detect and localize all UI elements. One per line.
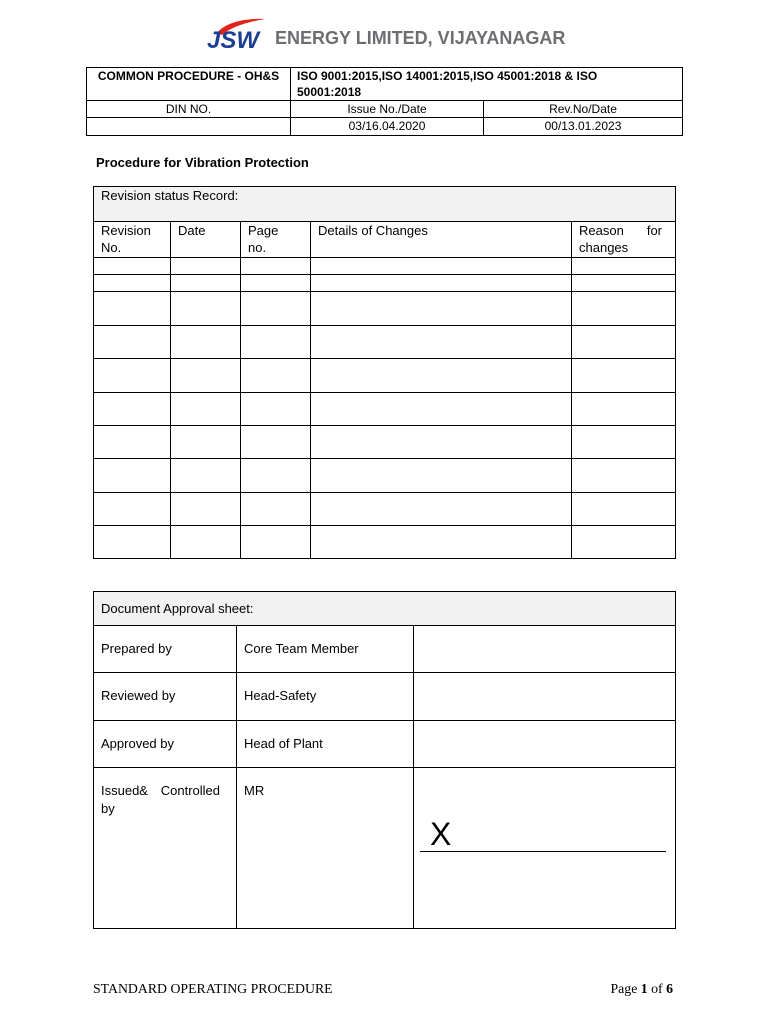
revision-row: [94, 459, 676, 493]
role-label: Issued& Controlled by: [101, 783, 220, 816]
revision-no-cell: [94, 393, 171, 426]
revision-date-cell: [171, 393, 241, 426]
revision-row: [94, 258, 676, 275]
procedure-type: COMMON PROCEDURE - OH&S: [97, 69, 280, 83]
revision-page-cell: [241, 292, 311, 326]
rev-value-cell: [484, 118, 683, 136]
column-header-details: [311, 222, 572, 258]
signature-cell: [414, 673, 676, 721]
revision-reason-cell: [572, 426, 676, 459]
revision-details-cell: [311, 359, 572, 393]
revision-details-cell: [311, 258, 572, 275]
revision-row: [94, 493, 676, 526]
revision-reason-cell: [572, 258, 676, 275]
column-header-label: Page no.: [248, 223, 279, 255]
revision-caption: Revision status Record:: [101, 188, 239, 203]
revision-caption-cell: [94, 187, 676, 222]
revision-date-cell: [171, 326, 241, 359]
signature-cell: [414, 768, 676, 929]
designation-cell: [237, 626, 414, 673]
revision-row: [94, 359, 676, 393]
page-label: Page: [610, 981, 638, 996]
designation-label: Core Team Member: [244, 641, 359, 656]
designation-cell: [237, 768, 414, 929]
rev-label: Rev.No/Date: [549, 101, 617, 116]
revision-no-cell: [94, 292, 171, 326]
of-label: of: [651, 981, 663, 996]
revision-page-cell: [241, 459, 311, 493]
revision-details-cell: [311, 326, 572, 359]
designation-label: MR: [244, 783, 265, 798]
revision-no-cell: [94, 275, 171, 292]
revision-row: [94, 393, 676, 426]
revision-header-row: [94, 222, 676, 258]
revision-reason-cell: [572, 526, 676, 559]
revision-date-cell: [171, 258, 241, 275]
approval-row-issued: [94, 768, 676, 929]
revision-row: [94, 326, 676, 359]
signature-area: [414, 768, 675, 927]
revision-details-cell: [311, 275, 572, 292]
role-cell: [94, 768, 237, 929]
revision-date-cell: [171, 526, 241, 559]
din-value-cell: [87, 118, 291, 136]
revision-details-cell: [311, 493, 572, 526]
revision-no-cell: [94, 326, 171, 359]
revision-reason-cell: [572, 275, 676, 292]
total-pages: 6: [666, 981, 673, 996]
signature-line: [420, 851, 666, 852]
column-header-label: Date: [178, 223, 206, 238]
revision-no-cell: [94, 493, 171, 526]
revision-date-cell: [171, 359, 241, 393]
designation-label: Head of Plant: [244, 736, 323, 751]
approval-caption: Document Approval sheet:: [101, 600, 254, 616]
issue-label-cell: [291, 101, 484, 118]
revision-reason-cell: [572, 493, 676, 526]
current-page: 1: [640, 981, 648, 996]
column-header-revision-no: [94, 222, 171, 258]
revision-page-cell: [241, 493, 311, 526]
revision-page-cell: [241, 258, 311, 275]
role-cell: [94, 673, 237, 721]
document-approval-table: [93, 591, 676, 929]
revision-row: [94, 292, 676, 326]
signature-mark: X: [430, 816, 452, 852]
designation-cell: [237, 673, 414, 721]
approval-row-reviewed: [94, 673, 676, 721]
revision-date-cell: [171, 292, 241, 326]
standards-cell: [291, 68, 683, 101]
revision-no-cell: [94, 459, 171, 493]
signature-cell: [414, 626, 676, 673]
din-label: DIN NO.: [165, 101, 212, 116]
approval-row-approved: [94, 721, 676, 768]
revision-row: [94, 526, 676, 559]
doc-info-row: [87, 68, 683, 101]
column-header-label: Revision No.: [101, 223, 151, 255]
column-header-page-no: [241, 222, 311, 258]
document-title: Procedure for Vibration Protection: [96, 155, 309, 170]
iso-standards: ISO 9001:2015,ISO 14001:2015,ISO 45001:2018 & ISO 50001:2018: [297, 69, 598, 99]
approval-caption-cell: [94, 592, 676, 626]
signature-cell: [414, 721, 676, 768]
column-header-label: Details of Changes: [318, 223, 428, 238]
revision-page-cell: [241, 393, 311, 426]
revision-date-cell: [171, 459, 241, 493]
revision-details-cell: [311, 526, 572, 559]
column-header-reason: [572, 222, 676, 258]
company-name: ENERGY LIMITED, VIJAYANAGAR: [275, 28, 566, 48]
revision-no-cell: [94, 526, 171, 559]
revision-reason-cell: [572, 326, 676, 359]
rev-label-cell: [484, 101, 683, 118]
revision-caption-row: [94, 187, 676, 222]
logo-text: JSW: [207, 27, 260, 54]
revision-page-cell: [241, 326, 311, 359]
procedure-type-cell: [87, 68, 291, 101]
revision-date-cell: [171, 493, 241, 526]
rev-value: 00/13.01.2023: [544, 119, 622, 133]
issue-value: 03/16.04.2020: [348, 119, 426, 133]
revision-no-cell: [94, 426, 171, 459]
din-label-cell: [87, 101, 291, 118]
revision-date-cell: [171, 426, 241, 459]
footer-document-type: STANDARD OPERATING PROCEDURE: [93, 981, 333, 996]
approval-caption-row: [94, 592, 676, 626]
revision-details-cell: [311, 292, 572, 326]
revision-details-cell: [311, 393, 572, 426]
issue-label: Issue No./Date: [347, 101, 427, 116]
approval-row-prepared: [94, 626, 676, 673]
revision-page-cell: [241, 359, 311, 393]
revision-details-cell: [311, 459, 572, 493]
column-header-date: [171, 222, 241, 258]
designation-cell: [237, 721, 414, 768]
revision-reason-cell: [572, 393, 676, 426]
doc-info-header-row: [87, 101, 683, 118]
revision-no-cell: [94, 359, 171, 393]
doc-info-value-row: [87, 118, 683, 136]
revision-page-cell: [241, 426, 311, 459]
revision-no-cell: [94, 258, 171, 275]
column-header-label: Reason for changes: [579, 223, 663, 255]
role-cell: [94, 721, 237, 768]
revision-page-cell: [241, 526, 311, 559]
revision-page-cell: [241, 275, 311, 292]
revision-row: [94, 426, 676, 459]
role-label: Approved by: [101, 736, 174, 751]
role-cell: [94, 626, 237, 673]
revision-row: [94, 275, 676, 292]
revision-reason-cell: [572, 459, 676, 493]
revision-status-table: [93, 186, 676, 559]
role-label: Prepared by: [101, 641, 172, 656]
issue-value-cell: [291, 118, 484, 136]
revision-details-cell: [311, 426, 572, 459]
footer-page-number: [611, 981, 674, 997]
revision-reason-cell: [572, 359, 676, 393]
revision-date-cell: [171, 275, 241, 292]
role-label: Reviewed by: [101, 688, 176, 703]
jsw-logo: [203, 16, 269, 52]
revision-reason-cell: [572, 292, 676, 326]
document-info-table: [86, 67, 683, 136]
designation-label: Head-Safety: [244, 688, 317, 703]
